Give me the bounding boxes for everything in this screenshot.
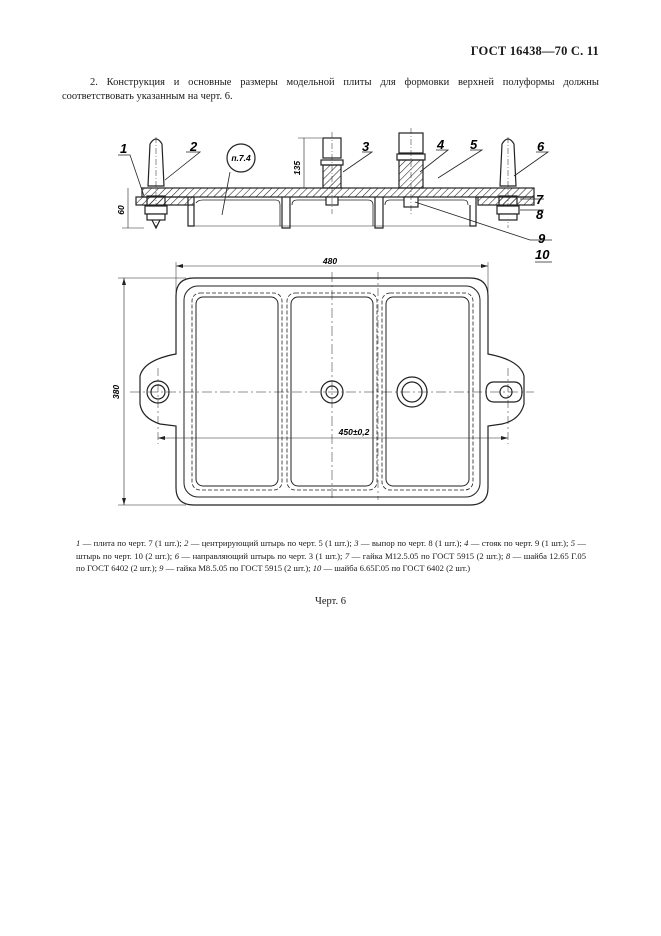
callout-7: 7 (536, 192, 544, 207)
legend-text-2: — центрирующий штырь по черт. 5 (1 шт.); (188, 538, 355, 548)
callout-6: 6 (537, 139, 545, 154)
legend-text-8: — шайба 12.65 Г.05 по ГОСТ 6402 (2 шт.); (76, 550, 587, 573)
intro-paragraph: 2. Конструкция и основные размеры модельной плиты для формовки верхней полуформы должны соответствовать указанным на черт. 6. (62, 77, 599, 102)
legend-num-2: 2 (184, 538, 189, 548)
legend-num-3: 3 (354, 538, 359, 548)
legend-num-4: 4 (464, 538, 469, 548)
callout-3: 3 (362, 139, 370, 154)
callout-8: 8 (536, 207, 544, 222)
legend-text-4: — стояк по черт. 9 (1 шт.); (468, 538, 571, 548)
callout-2: 2 (190, 139, 198, 154)
legend-num-10: 10 (312, 563, 322, 573)
technical-drawing (0, 120, 661, 530)
legend-num-7: 7 (344, 550, 350, 561)
legend-num-1: 1 (76, 538, 81, 548)
reference-label: п.7.4 (231, 153, 251, 163)
legend-num-6: 6 (174, 550, 179, 561)
legend-num-8: 8 (505, 550, 511, 561)
legend-num-9: 9 (159, 563, 164, 573)
dim-60: 60 (116, 205, 126, 215)
callout-1: 1 (120, 141, 128, 156)
plan-view (118, 262, 534, 505)
legend-num-5: 5 (570, 538, 576, 548)
dim-135: 135 (292, 160, 302, 176)
legend-text-5: — штырь по черт. 10 (2 шт.); (76, 538, 586, 561)
callout-4: 4 (437, 137, 445, 152)
dim-450: 450±0,2 (338, 427, 370, 437)
legend-text-6: — направляющий штырь по черт. 3 (1 шт.); (178, 550, 345, 561)
legend-text-7: — гайка М12.5.05 по ГОСТ 5915 (2 шт.); (349, 550, 506, 561)
legend-text-10: — шайба 6.65Г.05 по ГОСТ 6402 (2 шт.) (321, 563, 471, 573)
section-view (118, 128, 552, 240)
callout-9: 9 (538, 231, 546, 246)
callout-5: 5 (470, 137, 478, 152)
parts-legend (76, 537, 586, 575)
legend-text-9: — гайка М8.5.05 по ГОСТ 5915 (2 шт.); (163, 563, 313, 573)
dim-480: 480 (322, 256, 338, 266)
callout-10: 10 (535, 247, 550, 262)
figure-caption: Черт. 6 (315, 596, 346, 607)
legend-text-1: — плита по черт. 7 (1 шт.); (80, 538, 185, 548)
page-header: ГОСТ 16438—70 С. 11 (470, 44, 599, 58)
legend-text-3: — выпор по черт. 8 (1 шт.); (358, 538, 465, 548)
dim-380: 380 (111, 384, 121, 400)
